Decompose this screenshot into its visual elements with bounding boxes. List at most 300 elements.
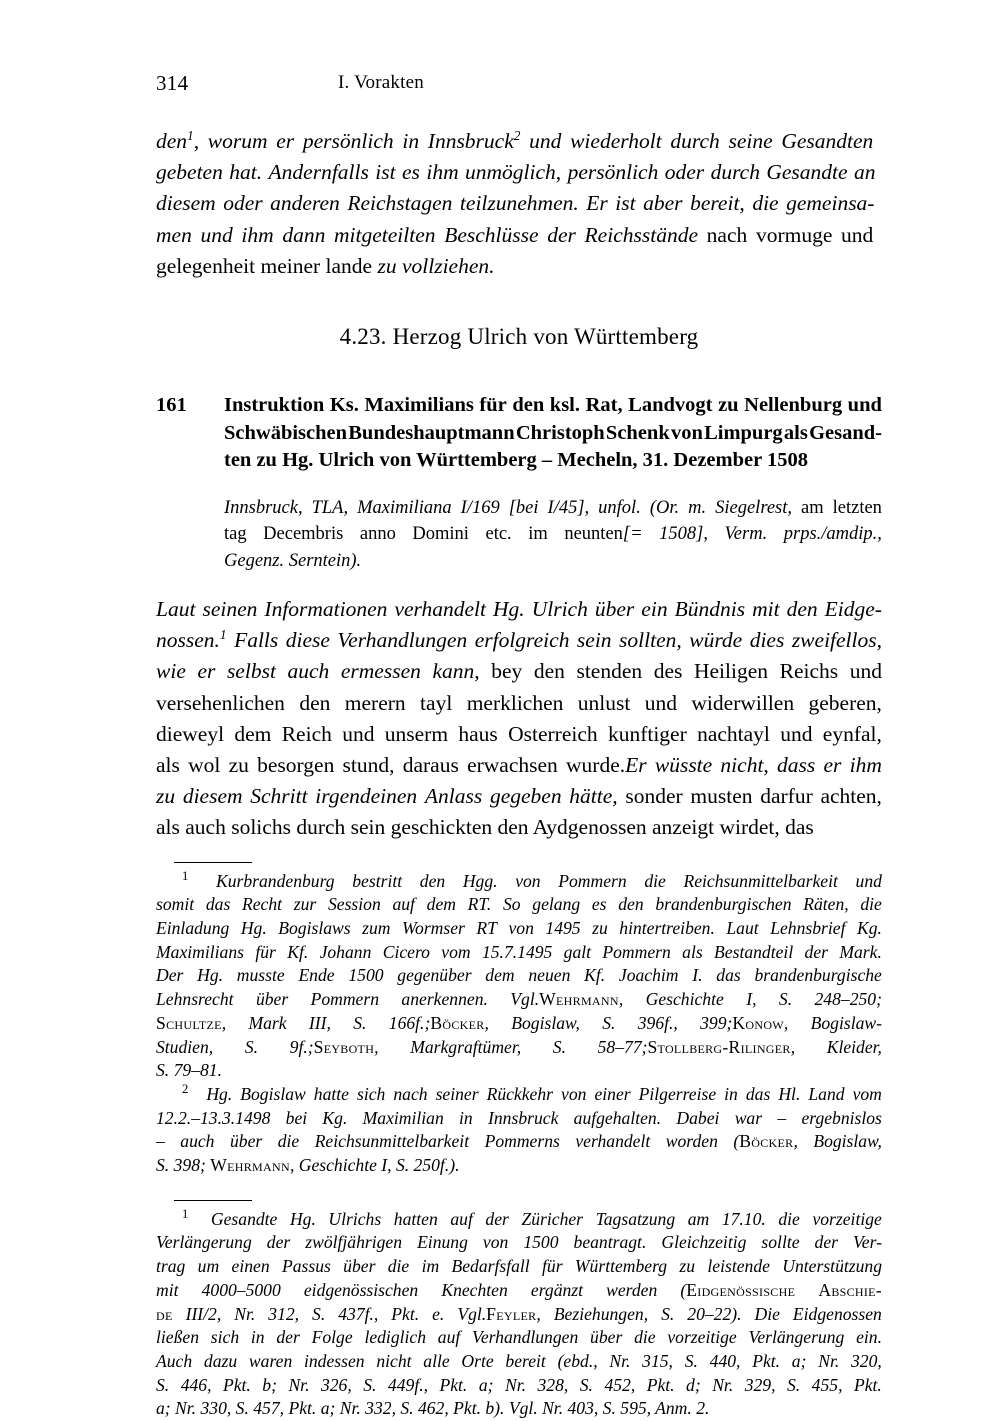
word	[353, 1012, 366, 1036]
word	[618, 893, 643, 917]
word	[578, 688, 631, 719]
italic-run: 440,	[709, 1351, 741, 1371]
italic-run: Maximiliana	[357, 497, 452, 518]
italic-run: seinen	[202, 597, 258, 622]
word	[850, 656, 882, 687]
text-line	[156, 870, 882, 894]
word	[801, 1107, 881, 1131]
italic-run: Laut	[726, 918, 759, 939]
word	[457, 1303, 541, 1327]
italic-run: auf	[392, 894, 415, 915]
word	[779, 988, 792, 1012]
italic-run: Verhandlungen	[337, 628, 468, 653]
footnote-reference: 2	[513, 127, 521, 143]
word	[420, 688, 452, 719]
word	[510, 988, 623, 1012]
word	[156, 1130, 165, 1154]
italic-run: Session	[327, 894, 381, 915]
word	[745, 1374, 776, 1398]
italic-run: zweifellos,	[791, 628, 882, 653]
italic-run: ,	[536, 1303, 541, 1324]
italic-run: musste	[236, 965, 285, 986]
italic-run: diesem	[182, 784, 243, 809]
italic-run: 452,	[604, 1374, 636, 1395]
italic-run: über	[594, 597, 635, 622]
italic-run: Innsbruck	[488, 1107, 559, 1128]
text-line	[224, 521, 882, 548]
italic-run: zu	[156, 784, 176, 809]
word	[459, 1107, 473, 1131]
text-line	[156, 688, 882, 719]
italic-run: Recht	[242, 894, 283, 915]
word	[441, 1279, 507, 1303]
roman-run: unlust	[577, 690, 631, 715]
word	[257, 750, 334, 781]
word	[809, 420, 882, 448]
text-line	[156, 1326, 882, 1350]
word	[688, 495, 706, 522]
word	[156, 625, 227, 656]
italic-run: aufgehalten.	[573, 1107, 662, 1128]
word	[224, 420, 347, 448]
italic-run: ist	[375, 160, 396, 185]
text-run: Maximilians	[364, 394, 474, 417]
word	[352, 870, 402, 894]
italic-run: Rückkehr	[486, 1083, 554, 1104]
roman-run: im	[528, 524, 548, 545]
italic-run: der	[814, 1232, 838, 1253]
word	[463, 870, 498, 894]
word	[643, 188, 682, 219]
italic-run: verhandelt	[394, 597, 487, 622]
italic-run: die	[778, 1208, 800, 1229]
word	[792, 625, 882, 656]
word	[545, 917, 580, 941]
word	[815, 1231, 838, 1255]
italic-run: Der	[156, 965, 184, 986]
word	[487, 1083, 553, 1107]
footnote-list-second	[156, 1208, 882, 1421]
word	[528, 521, 548, 548]
text-line	[156, 781, 882, 812]
roman-run: den	[533, 659, 565, 684]
italic-run: 9f.;	[289, 1036, 314, 1057]
footnote-reference: 1	[187, 127, 194, 143]
word	[782, 1255, 882, 1279]
word	[793, 1303, 882, 1327]
footnote	[156, 1208, 882, 1421]
word	[465, 157, 561, 188]
word	[646, 988, 724, 1012]
roman-run: den	[299, 690, 331, 715]
word	[746, 1083, 770, 1107]
word	[716, 964, 740, 988]
word	[299, 688, 330, 719]
word	[240, 1083, 306, 1107]
italic-run: den	[786, 597, 818, 622]
italic-run: Knechten	[441, 1279, 508, 1300]
word	[602, 1012, 615, 1036]
word	[609, 1350, 630, 1374]
word	[426, 157, 458, 188]
running-title: I. Vorakten	[338, 72, 424, 93]
word	[388, 1374, 428, 1398]
italic-run: über	[255, 989, 289, 1010]
word	[647, 1374, 675, 1398]
italic-run: vom	[441, 941, 471, 962]
italic-run: Kg.	[322, 1107, 348, 1128]
word	[288, 656, 330, 687]
italic-run: Johann	[319, 941, 372, 962]
italic-run: Markgraftümer,	[410, 1036, 522, 1057]
italic-run: sein	[576, 628, 612, 653]
italic-run: vorzeitige	[812, 1208, 882, 1229]
word	[241, 220, 273, 251]
word	[857, 917, 882, 941]
word	[156, 1350, 192, 1374]
word	[744, 392, 842, 420]
word	[156, 1326, 199, 1350]
italic-run: I/45],	[547, 497, 590, 518]
roman-run: Domini	[412, 524, 469, 545]
text-line	[156, 1374, 882, 1398]
word	[641, 594, 667, 625]
word	[856, 1326, 882, 1350]
word	[362, 917, 390, 941]
word	[320, 941, 372, 965]
word	[251, 1326, 265, 1350]
word	[682, 941, 703, 965]
italic-run: wie	[156, 659, 186, 684]
small-caps-name: Wehrmann	[210, 1155, 290, 1176]
word	[532, 594, 588, 625]
footnote-marker	[156, 1208, 198, 1232]
italic-run: dann	[282, 222, 326, 247]
word	[638, 1012, 678, 1036]
italic-run: Kf.	[584, 965, 606, 986]
word	[724, 1083, 738, 1107]
word	[853, 1083, 882, 1107]
italic-run: in	[402, 129, 420, 153]
word	[718, 392, 739, 420]
word	[756, 220, 832, 251]
text-line	[156, 1130, 882, 1154]
roman-run: bey	[491, 659, 523, 684]
word	[728, 126, 772, 157]
roman-run: kunftiger	[607, 721, 687, 746]
word	[509, 495, 539, 522]
roman-run: tayl	[420, 690, 453, 715]
word	[592, 893, 607, 917]
word	[237, 964, 285, 988]
italic-run: zu	[592, 918, 608, 939]
footnote-group-second	[156, 1200, 882, 1421]
italic-run: durch	[670, 129, 720, 153]
italic-run: Kurbrandenburg	[215, 870, 335, 891]
word	[598, 495, 641, 522]
italic-run: e.	[432, 1303, 445, 1324]
word	[397, 964, 471, 988]
italic-run: über	[590, 1327, 623, 1348]
word	[282, 1255, 331, 1279]
italic-run: von	[561, 1083, 587, 1104]
italic-run: es	[402, 160, 420, 185]
word	[234, 1303, 255, 1327]
word	[276, 1326, 299, 1350]
word	[722, 1208, 766, 1232]
text-run: Bundeshauptmann	[348, 421, 515, 444]
italic-run: die	[387, 1256, 410, 1277]
italic-run: Passus	[281, 1256, 331, 1277]
word	[628, 392, 712, 420]
italic-run: seine	[728, 129, 773, 153]
word	[590, 1326, 622, 1350]
italic-run: leistende	[707, 1256, 770, 1277]
italic-run: Gegenz. Serntein).	[224, 550, 362, 571]
italic-run: Ulrichs	[328, 1208, 382, 1229]
word	[707, 220, 748, 251]
italic-run: es	[591, 894, 607, 915]
text-run: Schwäbischen	[224, 421, 348, 444]
italic-run: 329,	[744, 1374, 776, 1395]
italic-run: Gesandten	[781, 129, 874, 153]
word	[770, 917, 845, 941]
word	[561, 1083, 586, 1107]
word	[625, 781, 682, 812]
italic-run: m.	[688, 497, 707, 518]
italic-run: vom	[852, 1083, 882, 1104]
roman-run: etc.	[485, 524, 512, 545]
italic-run: brandenburgischen	[655, 894, 792, 915]
italic-run: in	[724, 1083, 738, 1104]
italic-run: sich	[210, 1327, 240, 1348]
word	[665, 157, 704, 188]
word	[697, 719, 770, 750]
word	[156, 1303, 173, 1327]
italic-run: 446,	[180, 1374, 212, 1395]
italic-run: ,	[783, 1012, 789, 1033]
word	[388, 1255, 410, 1279]
word	[574, 1231, 647, 1255]
roman-run: achten,	[820, 784, 882, 809]
italic-run: Pkt.	[222, 1374, 251, 1395]
word	[156, 157, 223, 188]
word	[570, 126, 662, 157]
word	[661, 1231, 746, 1255]
word	[813, 1130, 882, 1154]
italic-run: Pommern	[558, 870, 627, 891]
roman-run: Heiligen	[693, 659, 769, 684]
italic-run: Bündnis	[674, 597, 746, 622]
roman-run: wol	[188, 753, 221, 778]
italic-run: b;	[262, 1374, 277, 1395]
roman-run: anno	[359, 524, 396, 545]
word	[202, 1279, 281, 1303]
italic-run: ergänzt	[530, 1279, 584, 1300]
italic-run: Verlängerung	[156, 1232, 252, 1253]
word	[780, 719, 812, 750]
word	[853, 1231, 882, 1255]
word	[472, 1326, 578, 1350]
word	[575, 1130, 650, 1154]
word	[156, 220, 192, 251]
italic-run: am	[687, 1208, 710, 1229]
italic-run: auf	[437, 1327, 461, 1348]
italic-run: wüsste	[654, 753, 713, 778]
word	[458, 719, 497, 750]
italic-run: über	[229, 1131, 263, 1152]
word	[479, 1374, 494, 1398]
word	[436, 1083, 479, 1107]
italic-run: galt	[563, 941, 592, 962]
word	[156, 719, 224, 750]
word	[321, 1374, 352, 1398]
word	[666, 1130, 718, 1154]
italic-run: aber	[643, 191, 683, 216]
word	[286, 1107, 308, 1131]
word	[801, 495, 824, 522]
text-line	[224, 447, 882, 475]
word	[315, 1130, 469, 1154]
italic-run: Gleichzeitig	[661, 1232, 747, 1253]
italic-run: 326,	[320, 1374, 352, 1395]
word	[733, 1130, 797, 1154]
italic-run: erfolgreich	[474, 628, 570, 653]
italic-run: teilzunehmen.	[459, 191, 579, 216]
footnote	[156, 870, 882, 1083]
italic-run: unfol.	[598, 497, 641, 518]
footnote	[156, 1083, 882, 1178]
word	[490, 781, 562, 812]
roman-run: erwachsen	[467, 753, 558, 778]
text-run: Rat,	[585, 394, 623, 417]
text-run: zu	[718, 394, 739, 417]
small-caps-name: Wehrmann	[539, 989, 619, 1010]
italic-run: Innsbruck	[427, 129, 514, 153]
italic-run: Württemberg	[574, 1256, 668, 1277]
italic-run: die	[860, 894, 882, 915]
italic-run: Reichsunmittelbarkeit	[314, 1131, 470, 1152]
word	[564, 941, 591, 965]
word	[586, 392, 623, 420]
italic-run: Beschlüsse	[444, 222, 539, 247]
italic-run: Anlass	[424, 784, 483, 809]
roman-run: nach	[706, 222, 748, 247]
small-caps-name: de	[156, 1303, 173, 1324]
text-line	[156, 1303, 882, 1327]
roman-run: eynfal,	[822, 721, 882, 746]
word	[315, 781, 417, 812]
italic-run: Verm.	[724, 524, 768, 545]
small-caps-name: Stollberg-Rilinger	[647, 1036, 791, 1057]
roman-run: zu	[228, 753, 249, 778]
italic-run: Reichsunmittelbarkeit	[683, 870, 838, 891]
italic-run: 17.10.	[721, 1208, 766, 1229]
italic-run: Laut	[156, 597, 196, 622]
italic-run: Informationen	[264, 597, 388, 622]
italic-run: Pkt.	[853, 1374, 882, 1395]
italic-run: Schritt	[250, 784, 308, 809]
text-line	[156, 594, 882, 625]
roman-run: musten	[690, 784, 753, 809]
italic-run: Ende	[298, 965, 335, 986]
word	[860, 893, 882, 917]
italic-run: Die	[754, 1303, 780, 1324]
word	[671, 420, 703, 448]
italic-run: 449f.,	[387, 1374, 428, 1395]
italic-run: 320,	[850, 1351, 882, 1371]
word	[606, 1279, 657, 1303]
word	[224, 495, 303, 522]
footnote-marker	[156, 870, 198, 894]
italic-run: hätte,	[569, 784, 618, 809]
word	[156, 594, 195, 625]
italic-run: oder	[664, 160, 705, 185]
italic-run: diese	[285, 628, 330, 653]
roman-run: stund,	[342, 753, 395, 778]
italic-run: für	[255, 941, 276, 962]
italic-run: 1495	[545, 918, 581, 939]
word	[208, 126, 268, 157]
text-line	[224, 392, 882, 420]
roman-run: merklichen	[466, 690, 564, 715]
text-line	[156, 893, 882, 917]
italic-run: für	[542, 1256, 563, 1277]
word	[529, 126, 561, 157]
word	[460, 188, 579, 219]
italic-run: sollten,	[619, 628, 682, 653]
italic-run: Maximilian	[362, 1107, 444, 1128]
roman-run: darfur	[760, 784, 813, 809]
small-caps-name: Abschie-	[818, 1279, 882, 1300]
text-run: für	[479, 394, 507, 417]
word	[383, 941, 430, 965]
word	[439, 1374, 467, 1398]
italic-run: Verlängerung	[748, 1327, 845, 1348]
word	[809, 688, 882, 719]
word	[532, 893, 580, 917]
italic-run: Bestandteil	[714, 941, 794, 962]
word	[264, 594, 387, 625]
word	[392, 893, 414, 917]
italic-run: Vgl.	[510, 989, 540, 1010]
word	[309, 1012, 331, 1036]
roman-run: stenden	[576, 659, 643, 684]
word	[675, 594, 745, 625]
word	[224, 392, 324, 420]
word	[328, 1208, 381, 1232]
text-run: Limpurg	[704, 421, 783, 444]
italic-run: die	[644, 870, 666, 891]
italic-run: und	[855, 870, 882, 891]
text-run: Nellenburg	[744, 394, 843, 417]
text-line	[156, 988, 882, 1012]
regest-title	[224, 392, 882, 475]
word	[715, 495, 792, 522]
word	[357, 495, 452, 522]
word	[596, 1208, 676, 1232]
italic-run: durch	[710, 160, 760, 185]
italic-run: ihm	[426, 160, 459, 185]
italic-run: mit	[156, 1279, 179, 1300]
word	[467, 688, 564, 719]
word	[755, 1303, 780, 1327]
roman-run: und	[644, 690, 678, 715]
italic-run: Studien,	[156, 1036, 214, 1057]
italic-run: nicht	[376, 1351, 412, 1371]
word	[766, 157, 847, 188]
word	[204, 1350, 237, 1374]
